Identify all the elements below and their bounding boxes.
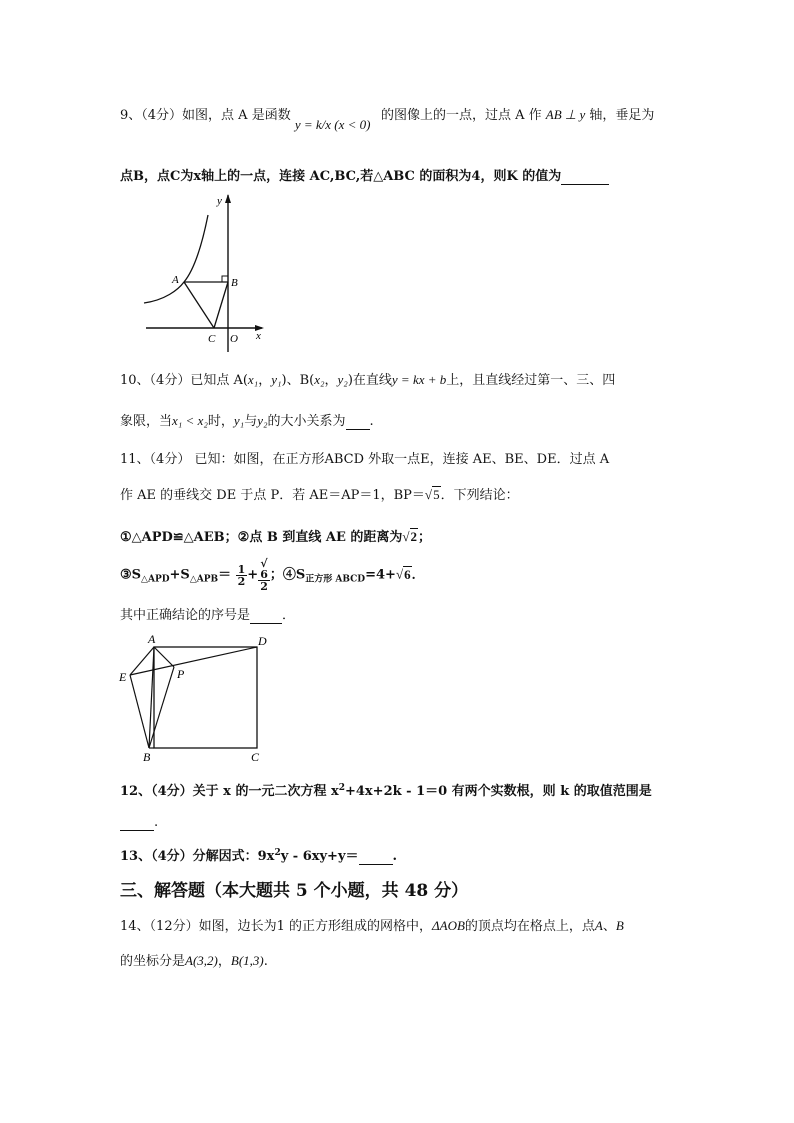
q12-sup: 2 [338,783,345,793]
q14-prefix: 14、（12分）如图，边长为1 的正方形组成的网格中， [120,919,432,934]
q11-sub-square: 正方形 ABCD [305,574,366,585]
q11-conclusion-3-4 [120,558,425,592]
q12-suffix: +4x+2k - 1＝0 有两个实数根，则 k 的取值范围是 [344,784,652,799]
q11-c1: ①△APD≌△AEB；②点 B 到直线 AE 的距离为 [120,530,403,545]
label-p: P [177,667,185,681]
q10-y1: y₁ [271,372,282,387]
segment-ap [154,647,174,667]
q13-end: . [392,849,398,864]
q14-line2 [120,950,268,969]
q10-answer-blank[interactable] [346,414,370,430]
q11-answer-blank[interactable] [250,608,282,624]
label-c: C [208,333,216,345]
q11-ask-end: ． [282,608,296,623]
q11-half-num: 1 [237,562,246,576]
q14-sep: 、 [602,919,616,934]
segment-ac [184,282,214,328]
q10-x2: x₂ [314,372,325,387]
q10-end: . [369,414,374,429]
q14-triangle: ΔAOB [432,918,465,933]
q11-half-den: 2 [237,574,246,588]
q14-line2-prefix: 的坐标分是 [120,954,186,969]
q14-line1 [120,915,624,934]
q13-suffix: y - 6xy+y＝ [280,849,359,864]
q11-plus: +S [169,567,190,583]
q9-answer-blank[interactable] [561,169,609,185]
q10-line2-mid: 时， [207,414,234,429]
q13-prefix: 13、（4分）分解因式：9x [120,849,275,864]
q11-sqrt6b: √6 [395,566,411,582]
q10-line2-suffix: 的大小关系为 [267,414,346,429]
label-c: C [251,750,260,764]
q11-line1 [120,448,609,467]
q14-a-coord: A(3,2) [185,953,218,968]
label-x: x [256,330,261,342]
segment-ed [130,647,257,675]
q13-line [120,845,397,865]
q11-sqrt5-radicand: 5 [433,487,440,502]
q11-c1-end: ； [418,530,432,545]
q10-suffix: 上，且直线经过第一、三、四 [446,373,616,388]
q11-c4-prefix: ；④S [269,567,306,583]
q9-line2-text: 点B，点C为x轴上的一点，连接 AC,BC,若△ABC 的面积为4，则K 的值为 [120,169,562,184]
q9-line1 [120,104,655,132]
segment-bc [214,282,228,328]
q11-figure [115,630,275,765]
label-a: A [172,274,179,286]
q11-line2-suffix: ．下列结论： [440,488,519,503]
q11-sub-apd: △APD [141,574,170,585]
right-angle-mark [222,276,228,282]
q10-y2: y₂ [337,372,348,387]
q11-c4-mid: =4+ [365,567,396,583]
label-y: y [217,195,222,207]
q11-sqrt6b-radicand: 6 [404,566,411,582]
q11-eq: ＝ [218,567,232,583]
q9-function: y = k/x (x < 0) [294,117,371,132]
y-axis-arrow [225,194,231,203]
q11-frac-den: 2 [260,580,268,593]
q9-figure [140,190,270,355]
q14-mid: 的顶点均在格点上，点 [464,919,595,934]
label-a: A [148,632,156,646]
q10-line-eq: y = kx + b [391,372,447,387]
q10-y2b: y₂ [257,413,268,428]
q10-mid2: )在直线 [347,373,392,388]
q14-point-b: B [615,918,624,933]
q9-prefix: 9、（4分）如图，点 A 是函数 [120,108,291,123]
q14-b-coord: B(1,3) [230,953,264,968]
q11-c4-end: ． [411,567,425,583]
q11-frac-sqrt6-num: √ 6 [260,557,268,581]
q9-line2 [120,165,609,185]
q11-line2 [120,484,519,503]
q14-point-a: A [594,918,603,933]
q12-prefix: 12、（4分）关于 x 的一元二次方程 x [120,784,339,799]
segment-eb [130,675,149,748]
q10-y1b: y₁ [233,413,245,428]
q9-suffix: 轴，垂足为 [589,108,655,123]
q9-perp: AB ⊥ y [545,107,586,122]
hyperbola-curve [144,215,208,303]
q13-answer-blank[interactable] [359,849,393,865]
q12-line1 [120,780,652,799]
q14-end: . [263,954,268,969]
q11-frac-half [236,564,248,587]
q10-mid1: )、B( [281,373,315,388]
section-3-title: 三、解答题（本大题共 5 个小题，共 48 分） [120,881,469,901]
q11-sub-apb: △APB [189,574,219,585]
q11-conclusion-1-2 [120,526,431,545]
q10-inequality: x₁ < x₂ [172,413,208,428]
q9-mid: 的图像上的一点，过点 A 作 [380,108,542,123]
q10-line2 [120,410,374,430]
q13-sup: 2 [274,848,281,858]
label-b: B [143,750,151,764]
q10-x1: x₁ [247,372,259,387]
q11-sqrt2-radicand: 2 [410,529,418,544]
label-b: B [231,277,238,289]
q11-line1-text: 11、（4分） 已知：如图，在正方形ABCD 外取一点E，连接 AE、BE、DE．过点 A [120,452,610,467]
label-d: D [258,634,267,648]
q10-and: 与 [244,414,258,429]
label-e: E [119,670,127,684]
label-o: O [230,333,238,345]
q12-line2 [120,815,158,831]
q11-line2-prefix: 作 AE 的垂线交 DE 于点 P．若 AE＝AP＝1，BP＝ [120,488,425,503]
q11-plus2: + [247,567,259,583]
q10-line1: 10、（4分）已知点 A(x₁，y₁)、B(x₂，y₂)在直线y = kx + b上，且直线经过第一、三、四 [120,372,616,388]
q11-frac-sqrt6 [258,558,270,592]
q14-comma: ， [217,954,231,969]
q10-line2-prefix: 象限，当 [120,414,173,429]
q11-sqrt2: √2 [402,529,418,544]
q12-end: . [154,815,159,830]
q12-answer-blank[interactable] [120,815,154,831]
q10-prefix: 10、（4分）已知点 A( [120,373,248,388]
q11-ask-text: 其中正确结论的序号是 [120,608,251,623]
q11-sqrt5: √5 [424,487,440,502]
q11-ask [120,604,295,624]
q11-sqrt6a: 6 [260,568,268,581]
q11-c3-prefix: ③S [120,567,142,583]
